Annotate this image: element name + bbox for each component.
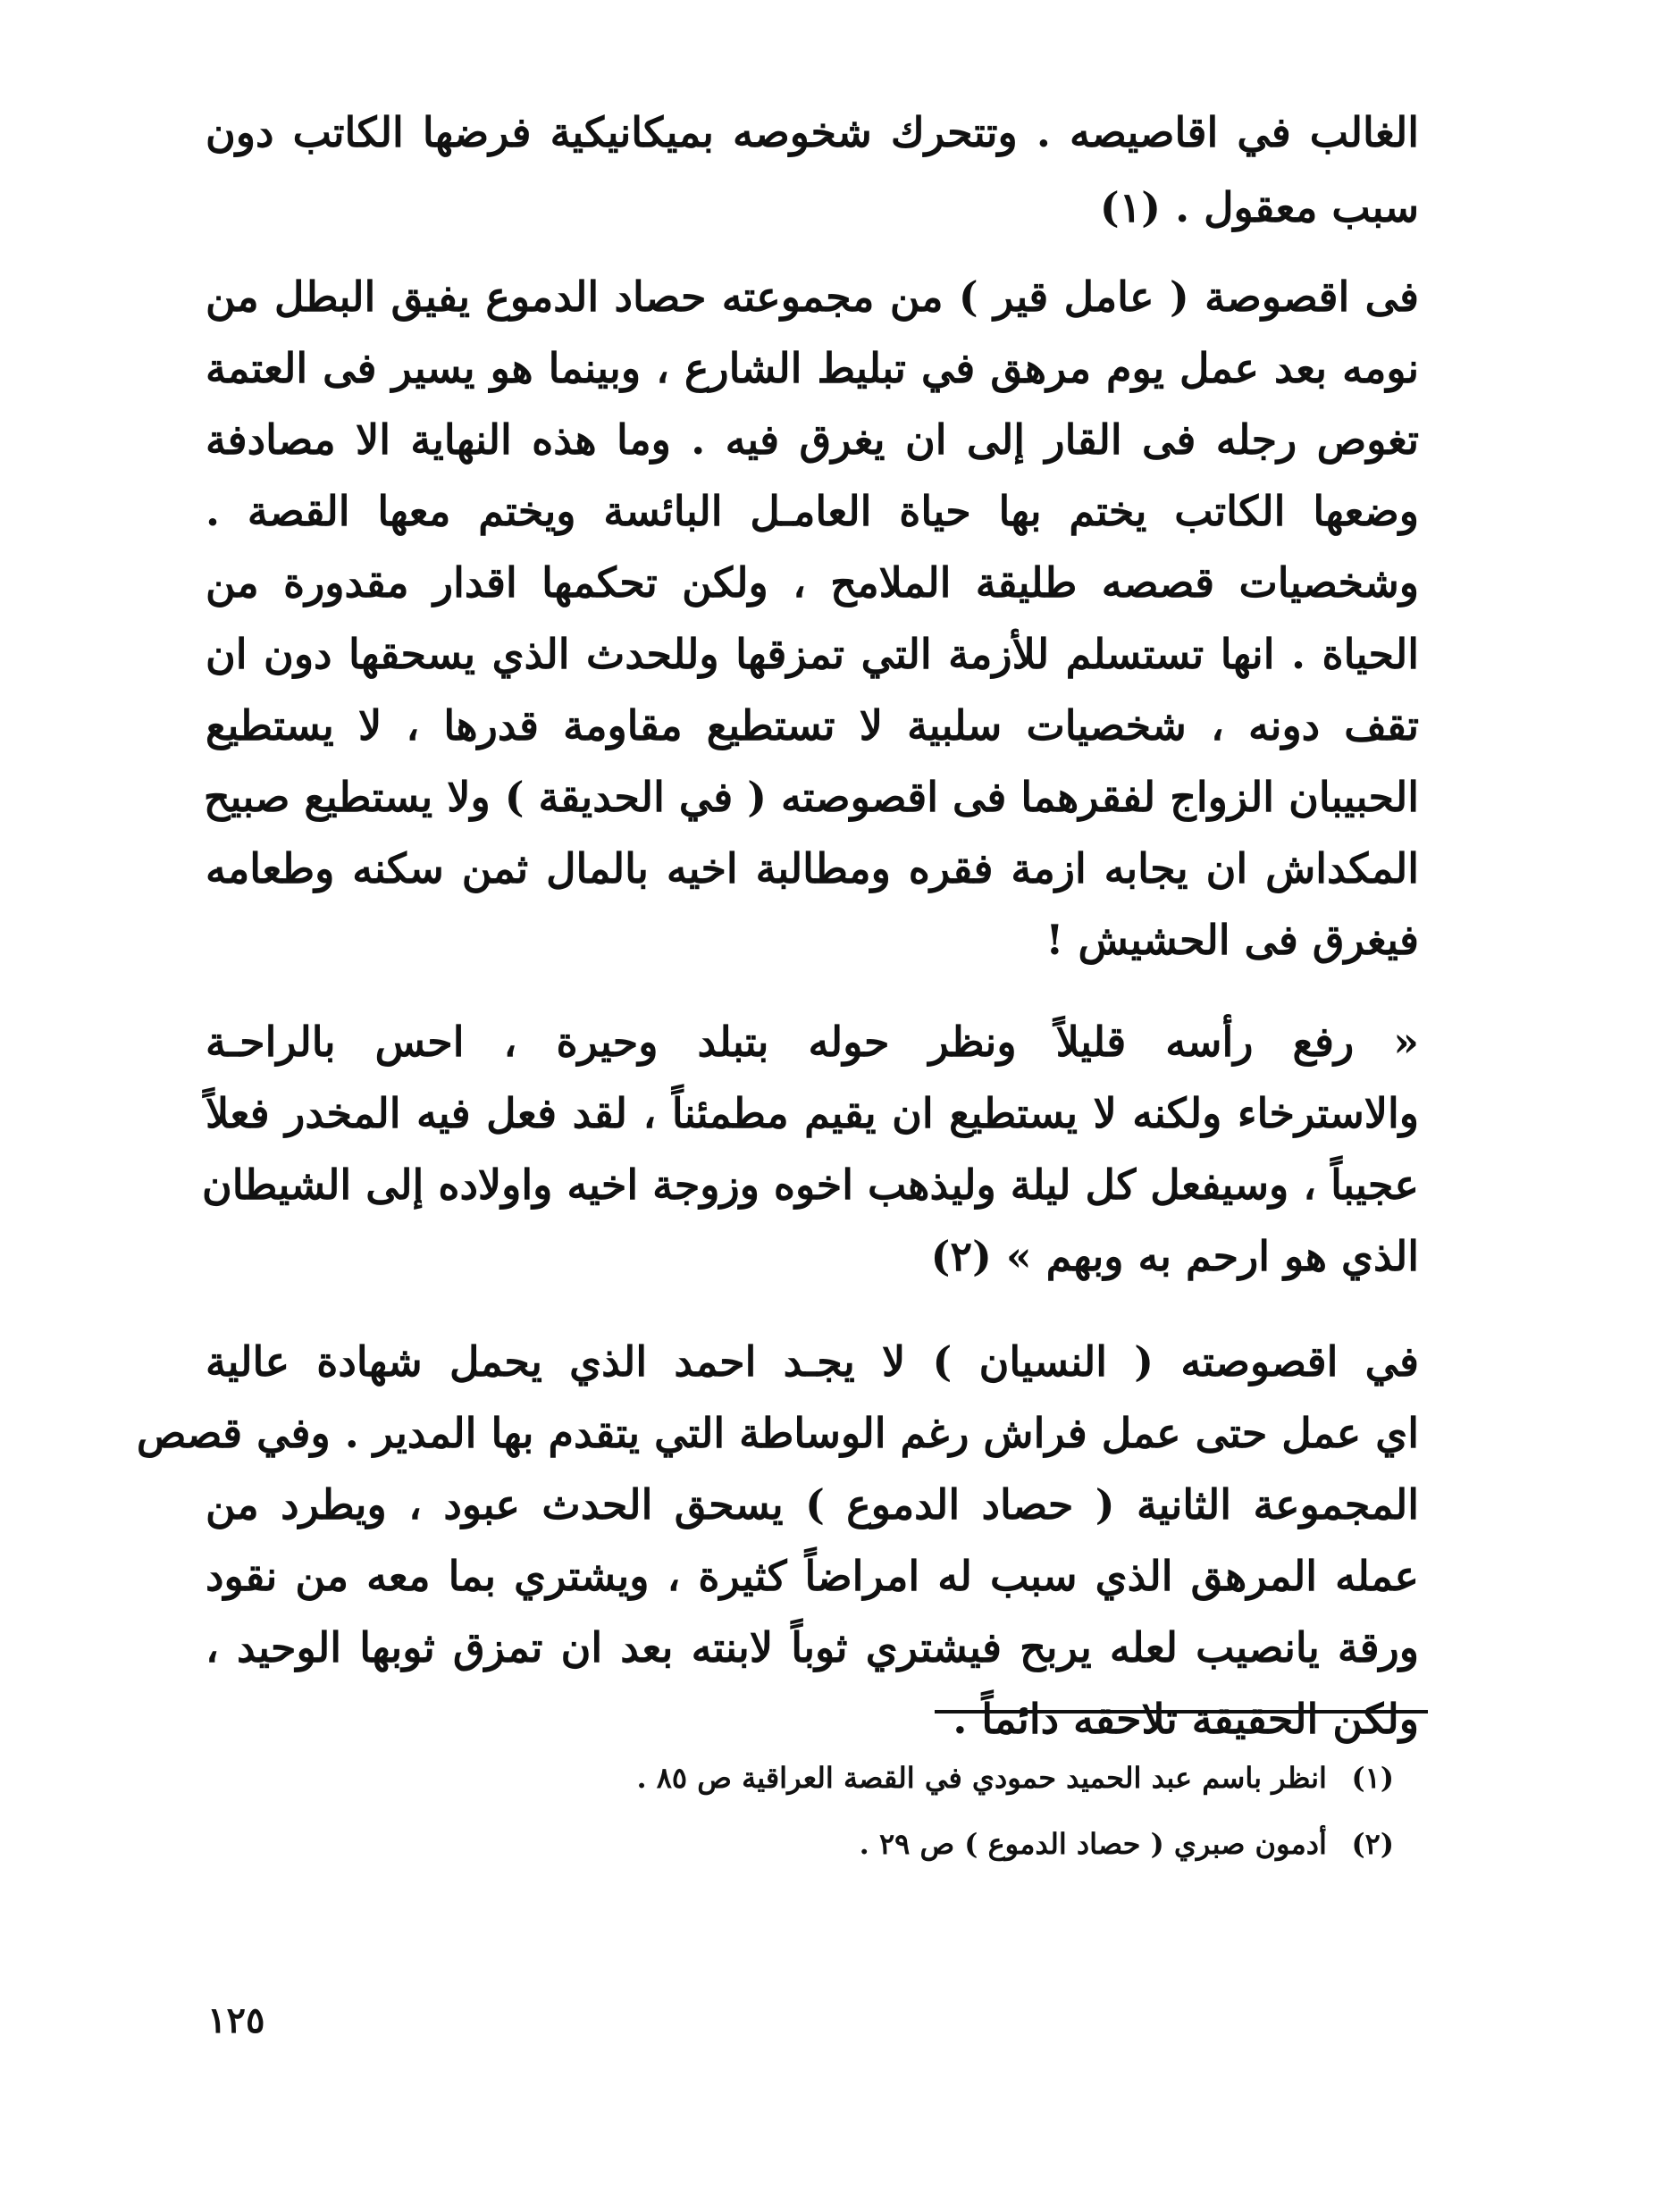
text-line: تقف دونه ، شخصيات سلبية لا تستطيع مقاومة قدرها ، لا يستطيع [206,701,1419,750]
text-line: فيغرق فى الحشيش ! [1045,916,1419,964]
text-line: ولكن الحقيقة تلاحقه دائماً . [953,1695,1419,1743]
text-line: تغوص رجله فى القار إلى ان يغرق فيه . وما هذه النهاية الا مصادفة [206,415,1419,464]
text-line: في اقصوصته ( النسيان ) لا يجـد احمد الذي يحمل شهادة عالية [206,1337,1419,1386]
footnote-text: أدمون صبري ( حصاد الدموع ) ص ٢٩ . [859,1827,1327,1861]
text-line: والاسترخاء ولكنه لا يستطيع ان يقيم مطمئناً ، لقد فعل فيه المخدر فعلاً [206,1089,1419,1137]
text-line: الحبيبان الزواج لفقرهما فى اقصوصته ( في الحديقة ) ولا يستطيع صبيح [203,773,1419,821]
text-line: نومه بعد عمل يوم مرهق في تبليط الشارع ، وبينما هو يسير فى العتمة [206,344,1419,392]
text-line: الغالب في اقاصيصه . وتتحرك شخوصه بميكانيكية فرضها الكاتب دون [206,108,1419,156]
footnote-separator [935,1710,1428,1713]
text-line: وضعها الكاتب يختم بها حياة العامـل البائسة ويختم معها القصة . [206,487,1419,535]
text-line: وشخصيات قصصه طليقة الملامح ، ولكن تحكمها اقدار مقدورة من [206,558,1419,607]
text-line: الحياة . انها تستسلم للأزمة التي تمزقها وللحدث الذي يسحقها دون ان [206,630,1419,678]
footnote-1 [636,1751,1394,1805]
footnote-text: انظر باسم عبد الحميد حمودي في القصة العراقية ص ٨٥ . [636,1761,1327,1795]
text-line: « رفع رأسه قليلاً ونظر حوله بتبلد وحيرة ، احس بالراحـة [206,1018,1419,1066]
text-line: المكداش ان يجابه ازمة فقره ومطالبة اخيه بالمال ثمن سكنه وطعامه [206,844,1419,892]
text-line: اي عمل حتى عمل فراش رغم الوساطة التي يتقدم بها المدير . وفي قصص [136,1409,1419,1457]
text-line: عجيباً ، وسيفعل كل ليلة وليذهب اخوه وزوجة اخيه واولاده إلى الشيطان [201,1160,1419,1209]
text-line: المجموعة الثانية ( حصاد الدموع ) يسحق الحدث عبود ، ويطرد من [206,1480,1419,1529]
page-number: ١٢٥ [207,1999,265,2041]
text-line: الذي هو ارحم به وبهم » (٢) [930,1232,1419,1280]
text-line: سبب معقول . (١) [1099,183,1419,231]
text-line: ورقة يانصيب لعله يربح فيشتري ثوباً لابنته بعد ان تمزق ثوبها الوحيد ، [206,1623,1419,1672]
footnote-number: (٢) [1351,1827,1394,1861]
text-line: فى اقصوصة ( عامل قير ) من مجموعته حصاد الدموع يفيق البطل من [206,272,1419,321]
footnote-2 [679,1817,1394,1871]
text-line: عمله المرهق الذي سبب له امراضاً كثيرة ، ويشتري بما معه من نقود [206,1552,1419,1600]
footnote-number: (١) [1351,1761,1394,1795]
